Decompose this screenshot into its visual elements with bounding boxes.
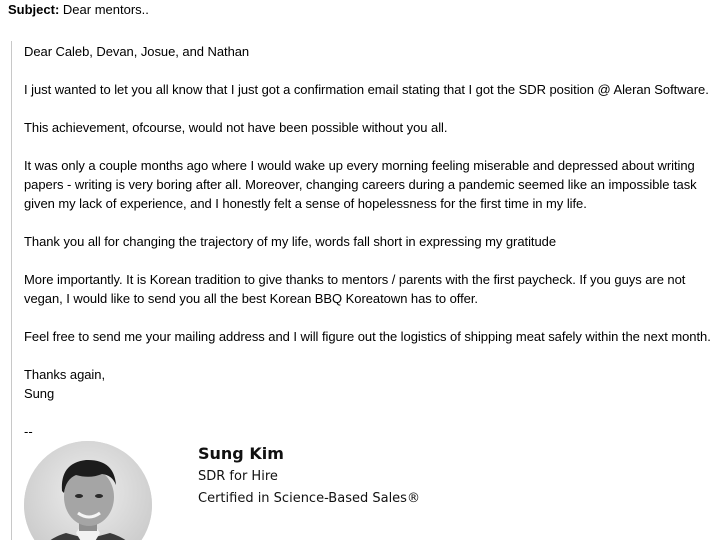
paragraph-achievement: This achievement, ofcourse, would not have been possible without you all. xyxy=(24,120,448,135)
paragraph-background-line: given my lack of experience, and I honestly felt a sense of hopelessness for the first time in my life. xyxy=(24,196,587,211)
subject-text: Dear mentors.. xyxy=(62,2,149,17)
signature-block xyxy=(198,443,420,510)
sender-first-name: Sung xyxy=(24,386,55,401)
paragraph-background-line: papers - writing is very boring after all. Moreover, changing careers during a pandemic seemed like an impossible task xyxy=(24,177,697,192)
paragraph-tradition-line: vegan, I would like to send you all the best Korean BBQ Koreatown has to offer. xyxy=(24,291,478,306)
closing: Thanks again, xyxy=(24,367,106,382)
paragraph-background-line: It was only a couple months ago where I would wake up every morning feeling miserable and depressed about writing xyxy=(24,158,695,173)
signature-name: Sung Kim xyxy=(198,444,284,463)
signature-certification: Certified in Science-Based Sales® xyxy=(198,491,420,506)
paragraph-thanks: Thank you all for changing the trajectory of my life, words fall short in expressing my gratitude xyxy=(24,234,557,249)
quote-bar xyxy=(11,41,12,540)
signature-title: SDR for Hire xyxy=(198,469,278,484)
paragraph-tradition-line: More importantly. It is Korean tradition to give thanks to mentors / parents with the first paycheck. If you guys are not xyxy=(24,272,686,287)
greeting: Dear Caleb, Devan, Josue, and Nathan xyxy=(24,44,250,59)
avatar xyxy=(24,441,152,540)
subject-line xyxy=(8,1,149,18)
subject-label: Subject: xyxy=(8,2,60,17)
paragraph-confirmation: I just wanted to let you all know that I just got a confirmation email stating that I got the SDR position @ Aleran Software. xyxy=(24,82,709,97)
signature-separator: -- xyxy=(24,424,33,439)
avatar-photo xyxy=(24,441,152,540)
paragraph-mailing: Feel free to send me your mailing address and I will figure out the logistics of shipping meat safely within the next month. xyxy=(24,329,711,344)
